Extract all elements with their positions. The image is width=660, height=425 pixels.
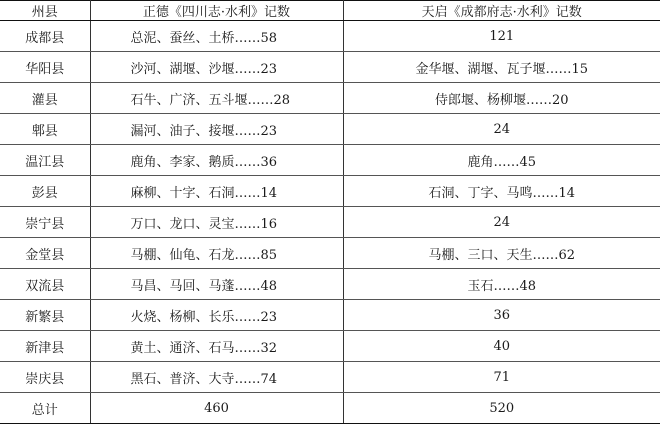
county-cell: 温江县: [0, 145, 90, 176]
zhengde-cell: 总泥、蚕丝、土桥……58: [90, 21, 343, 52]
county-cell: 新繁县: [0, 300, 90, 331]
zhengde-cell: 黑石、普济、大寺……74: [90, 362, 343, 393]
table-row: [0, 21, 660, 52]
tianqi-cell: 24: [343, 114, 660, 145]
tianqi-cell: 鹿角……45: [343, 145, 660, 176]
zhengde-cell: 鹿角、李家、鹅质……36: [90, 145, 343, 176]
total-row: [0, 393, 660, 424]
table-row: [0, 145, 660, 176]
county-cell: 成都县: [0, 21, 90, 52]
county-cell: 新津县: [0, 331, 90, 362]
table-row: [0, 114, 660, 145]
zhengde-cell: 漏河、油子、接堰……23: [90, 114, 343, 145]
tianqi-cell: 石洞、丁字、马鸣……14: [343, 176, 660, 207]
table-body: [0, 21, 660, 424]
tianqi-cell: 121: [343, 21, 660, 52]
tianqi-cell: 玉石……48: [343, 269, 660, 300]
header-row: [0, 1, 660, 21]
table-row: [0, 362, 660, 393]
county-cell: 郫县: [0, 114, 90, 145]
table-row: [0, 300, 660, 331]
county-cell: 华阳县: [0, 52, 90, 83]
zhengde-cell: 麻柳、十字、石洞……14: [90, 176, 343, 207]
county-cell: 崇宁县: [0, 207, 90, 238]
county-cell: 灌县: [0, 83, 90, 114]
tianqi-cell: 侍郎堰、杨柳堰……20: [343, 83, 660, 114]
total-tianqi: 520: [343, 393, 660, 424]
tianqi-cell: 马棚、三口、天生……62: [343, 238, 660, 269]
table-row: [0, 331, 660, 362]
zhengde-cell: 火烧、杨柳、长乐……23: [90, 300, 343, 331]
header-zhengde: 正德《四川志·水利》记数: [90, 1, 343, 21]
zhengde-cell: 马棚、仙龟、石龙……85: [90, 238, 343, 269]
zhengde-cell: 沙河、湖堰、沙堰……23: [90, 52, 343, 83]
total-zhengde: 460: [90, 393, 343, 424]
tianqi-cell: 金华堰、湖堰、瓦子堰……15: [343, 52, 660, 83]
zhengde-cell: 马昌、马回、马蓬……48: [90, 269, 343, 300]
table-row: [0, 176, 660, 207]
zhengde-cell: 石牛、广济、五斗堰……28: [90, 83, 343, 114]
county-cell: 金堂县: [0, 238, 90, 269]
tianqi-cell: 40: [343, 331, 660, 362]
total-label: 总计: [0, 393, 90, 424]
table-row: [0, 207, 660, 238]
table-row: [0, 238, 660, 269]
county-cell: 双流县: [0, 269, 90, 300]
tianqi-cell: 36: [343, 300, 660, 331]
tianqi-cell: 24: [343, 207, 660, 238]
county-cell: 崇庆县: [0, 362, 90, 393]
header-tianqi: 天启《成都府志·水利》记数: [343, 1, 660, 21]
zhengde-cell: 万口、龙口、灵宝……16: [90, 207, 343, 238]
county-cell: 彭县: [0, 176, 90, 207]
zhengde-cell: 黄土、通济、石马……32: [90, 331, 343, 362]
table-row: [0, 83, 660, 114]
table-row: [0, 52, 660, 83]
header-county: 州县: [0, 1, 90, 21]
table-row: [0, 269, 660, 300]
tianqi-cell: 71: [343, 362, 660, 393]
